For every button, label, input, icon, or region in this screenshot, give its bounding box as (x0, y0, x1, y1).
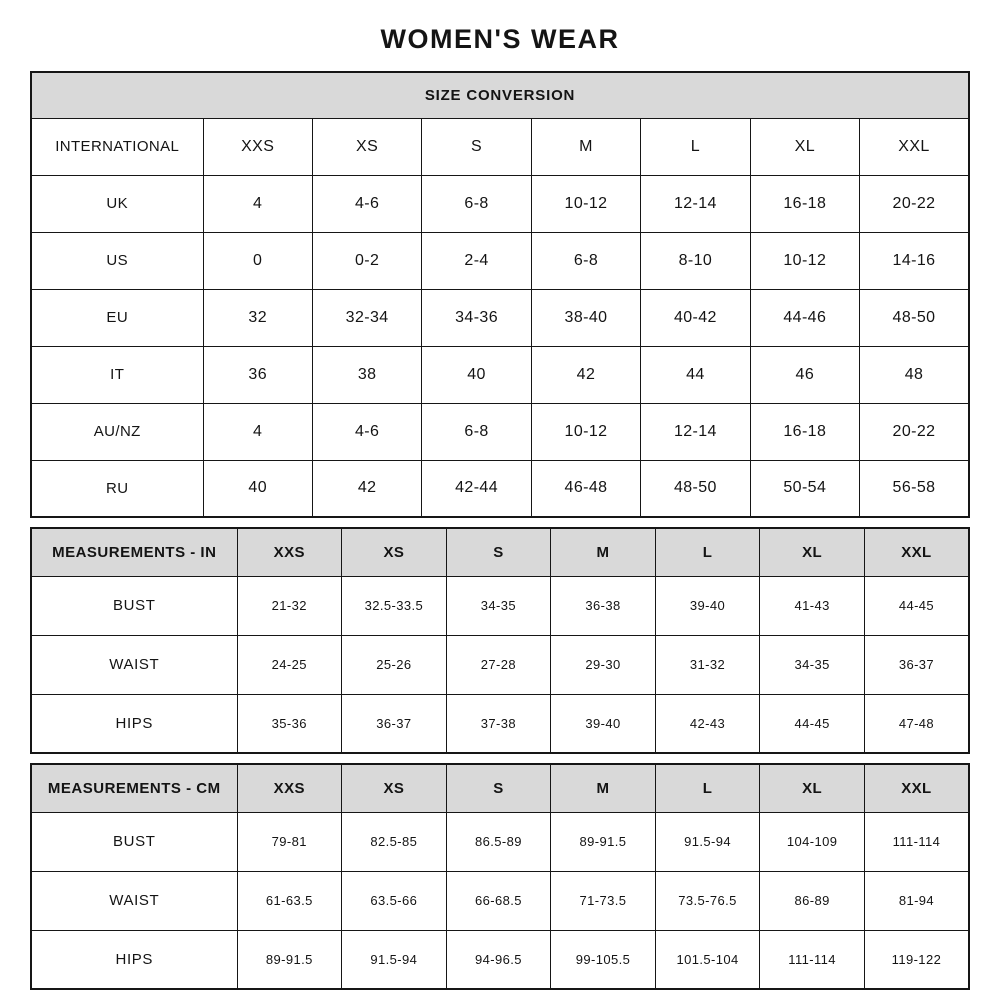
value-cell: 101.5-104 (655, 930, 760, 989)
row-label: US (31, 232, 203, 289)
value-cell: 63.5-66 (342, 871, 447, 930)
table-row (31, 346, 969, 403)
measurements-cm-header: MEASUREMENTS - CM (31, 764, 237, 812)
row-label: BUST (31, 576, 237, 635)
row-label: WAIST (31, 635, 237, 694)
value-cell: 6-8 (531, 232, 640, 289)
value-cell: 56-58 (860, 460, 969, 517)
value-cell: 34-35 (760, 635, 865, 694)
measurements-in-table (30, 527, 970, 754)
column-header-size: XXL (860, 118, 969, 175)
value-cell: 61-63.5 (237, 871, 342, 930)
value-cell: 38-40 (531, 289, 640, 346)
value-cell: 94-96.5 (446, 930, 551, 989)
value-cell: 104-109 (760, 812, 865, 871)
value-cell: 111-114 (864, 812, 969, 871)
value-cell: 36 (203, 346, 312, 403)
value-cell: 89-91.5 (551, 812, 656, 871)
value-cell: 46 (750, 346, 859, 403)
table-row (31, 175, 969, 232)
value-cell: 32.5-33.5 (342, 576, 447, 635)
row-label: AU/NZ (31, 403, 203, 460)
value-cell: 6-8 (422, 403, 531, 460)
table-row (31, 812, 969, 871)
value-cell: 32-34 (312, 289, 421, 346)
value-cell: 36-38 (551, 576, 656, 635)
size-conversion-header: SIZE CONVERSION (31, 72, 969, 118)
row-label: BUST (31, 812, 237, 871)
value-cell: 4 (203, 175, 312, 232)
value-cell: 44-45 (760, 694, 865, 753)
value-cell: 4 (203, 403, 312, 460)
size-header: L (655, 528, 760, 576)
size-header: M (551, 764, 656, 812)
value-cell: 40 (422, 346, 531, 403)
value-cell: 46-48 (531, 460, 640, 517)
row-label: RU (31, 460, 203, 517)
value-cell: 4-6 (312, 175, 421, 232)
value-cell: 82.5-85 (342, 812, 447, 871)
value-cell: 79-81 (237, 812, 342, 871)
column-header-size: S (422, 118, 531, 175)
table-row (31, 460, 969, 517)
table-row (31, 232, 969, 289)
column-header-size: L (641, 118, 750, 175)
value-cell: 99-105.5 (551, 930, 656, 989)
column-header-size: XL (750, 118, 859, 175)
value-cell: 27-28 (446, 635, 551, 694)
value-cell: 0-2 (312, 232, 421, 289)
value-cell: 71-73.5 (551, 871, 656, 930)
value-cell: 50-54 (750, 460, 859, 517)
size-header: S (446, 764, 551, 812)
size-header: XXS (237, 528, 342, 576)
value-cell: 40-42 (641, 289, 750, 346)
value-cell: 73.5-76.5 (655, 871, 760, 930)
value-cell: 119-122 (864, 930, 969, 989)
value-cell: 35-36 (237, 694, 342, 753)
size-header: XL (760, 528, 865, 576)
value-cell: 16-18 (750, 403, 859, 460)
value-cell: 36-37 (864, 635, 969, 694)
size-header: XS (342, 764, 447, 812)
value-cell: 91.5-94 (655, 812, 760, 871)
size-header: XL (760, 764, 865, 812)
value-cell: 32 (203, 289, 312, 346)
table-header-row (31, 764, 969, 812)
row-label: IT (31, 346, 203, 403)
row-label: EU (31, 289, 203, 346)
value-cell: 86.5-89 (446, 812, 551, 871)
table-row (31, 694, 969, 753)
value-cell: 31-32 (655, 635, 760, 694)
value-cell: 66-68.5 (446, 871, 551, 930)
measurements-cm-table (30, 763, 970, 990)
value-cell: 4-6 (312, 403, 421, 460)
value-cell: 24-25 (237, 635, 342, 694)
value-cell: 34-36 (422, 289, 531, 346)
size-header: L (655, 764, 760, 812)
value-cell: 2-4 (422, 232, 531, 289)
value-cell: 38 (312, 346, 421, 403)
table-row (31, 403, 969, 460)
value-cell: 44 (641, 346, 750, 403)
value-cell: 14-16 (860, 232, 969, 289)
column-header-size: XXS (203, 118, 312, 175)
value-cell: 10-12 (750, 232, 859, 289)
value-cell: 39-40 (551, 694, 656, 753)
size-header: XXS (237, 764, 342, 812)
row-label: UK (31, 175, 203, 232)
table-row (31, 289, 969, 346)
value-cell: 42 (312, 460, 421, 517)
value-cell: 40 (203, 460, 312, 517)
value-cell: 16-18 (750, 175, 859, 232)
table-row (31, 930, 969, 989)
value-cell: 10-12 (531, 175, 640, 232)
row-label: WAIST (31, 871, 237, 930)
table-row (31, 635, 969, 694)
page-title: WOMEN'S WEAR (380, 24, 620, 54)
value-cell: 8-10 (641, 232, 750, 289)
value-cell: 48-50 (860, 289, 969, 346)
size-header: XXL (864, 764, 969, 812)
value-cell: 86-89 (760, 871, 865, 930)
value-cell: 47-48 (864, 694, 969, 753)
row-label: HIPS (31, 694, 237, 753)
value-cell: 34-35 (446, 576, 551, 635)
column-header-size: XS (312, 118, 421, 175)
column-header-size: M (531, 118, 640, 175)
value-cell: 10-12 (531, 403, 640, 460)
value-cell: 6-8 (422, 175, 531, 232)
value-cell: 21-32 (237, 576, 342, 635)
size-header: S (446, 528, 551, 576)
value-cell: 12-14 (641, 175, 750, 232)
value-cell: 44-45 (864, 576, 969, 635)
value-cell: 12-14 (641, 403, 750, 460)
table-header-row (31, 528, 969, 576)
measurements-in-header: MEASUREMENTS - IN (31, 528, 237, 576)
value-cell: 20-22 (860, 175, 969, 232)
table-row (31, 576, 969, 635)
value-cell: 111-114 (760, 930, 865, 989)
value-cell: 42-44 (422, 460, 531, 517)
size-header: XS (342, 528, 447, 576)
table-header-row (31, 72, 969, 118)
value-cell: 81-94 (864, 871, 969, 930)
column-header-international: INTERNATIONAL (31, 118, 203, 175)
value-cell: 39-40 (655, 576, 760, 635)
value-cell: 91.5-94 (342, 930, 447, 989)
value-cell: 42-43 (655, 694, 760, 753)
size-header: M (551, 528, 656, 576)
value-cell: 25-26 (342, 635, 447, 694)
value-cell: 42 (531, 346, 640, 403)
row-label: HIPS (31, 930, 237, 989)
value-cell: 41-43 (760, 576, 865, 635)
value-cell: 89-91.5 (237, 930, 342, 989)
value-cell: 44-46 (750, 289, 859, 346)
value-cell: 37-38 (446, 694, 551, 753)
column-header-row (31, 118, 969, 175)
table-row (31, 871, 969, 930)
size-conversion-table (30, 71, 970, 518)
value-cell: 48-50 (641, 460, 750, 517)
value-cell: 36-37 (342, 694, 447, 753)
value-cell: 29-30 (551, 635, 656, 694)
value-cell: 20-22 (860, 403, 969, 460)
size-header: XXL (864, 528, 969, 576)
value-cell: 0 (203, 232, 312, 289)
value-cell: 48 (860, 346, 969, 403)
